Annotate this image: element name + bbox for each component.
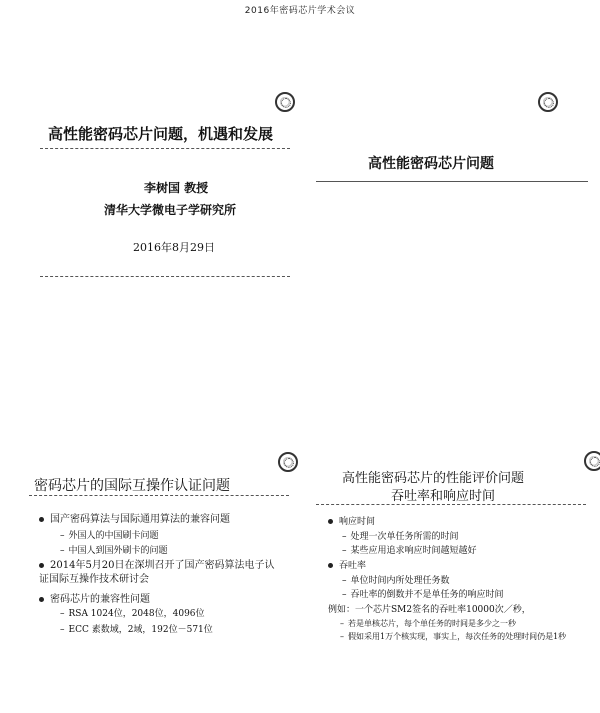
bullet-icon: [39, 517, 44, 522]
slide-4-divider: [316, 504, 586, 505]
slide-1-divider: [40, 148, 290, 149]
author-name: 李树国 教授: [144, 181, 209, 195]
bullet-text: 国产密码算法与国际通用算法的兼容问题: [50, 514, 230, 525]
slide-4-subbullet: – 若是单核芯片，每个单任务的时间是多少之一秒: [340, 619, 516, 628]
slide-1-bottom-divider: [40, 276, 290, 277]
slide-performance-evaluation: [316, 451, 600, 669]
subbullet-text: 处理一次单任务所需的时间: [350, 532, 459, 542]
university-logo: [584, 451, 600, 471]
slide-4-title-line-2: 吞吐率和响应时间: [391, 489, 496, 504]
slide-4-subbullet: – 吞吐率的倒数并不是单任务的响应时间: [342, 590, 504, 600]
slide-4-bullet: [328, 558, 366, 571]
slide-3-divider: [29, 495, 289, 496]
slide-4-bullet: [328, 514, 375, 527]
slide-4-subbullet: – 某些应用追求响应时间越短越好: [342, 546, 477, 556]
slide-3-subbullet: – RSA 1024位，2048位，4096位: [60, 609, 205, 619]
page-header: 2016年密码芯片学术会议: [244, 6, 356, 16]
slide-3-bullet: [39, 559, 279, 587]
slide-4-subbullet: – 单位时间内所处理任务数: [342, 576, 450, 586]
slide-4-subbullet: – 处理一次单任务所需的时间: [342, 532, 459, 542]
bullet-icon: [39, 563, 44, 568]
subbullet-text: ECC 素数域，2域，192位－571位: [68, 625, 213, 635]
slide-3-subbullet: – 外国人的中国刷卡问题: [60, 531, 159, 541]
slide-1-title: 高性能密码芯片问题，机遇和发展: [48, 125, 274, 143]
subbullet-text: 中国人到国外刷卡的问题: [68, 546, 168, 556]
subbullet-text: 单位时间内所处理任务数: [350, 576, 450, 586]
university-logo: [538, 92, 558, 112]
subbullet-text: 若是单核芯片，每个单任务的时间是多少之一秒: [348, 619, 516, 628]
slide-2-title: 高性能密码芯片问题: [368, 156, 494, 172]
bullet-icon: [328, 563, 333, 568]
university-logo: [275, 92, 295, 112]
slide-2-divider: [316, 181, 588, 182]
bullet-icon: [39, 597, 44, 602]
slide-date: 2016年8月29日: [133, 241, 215, 254]
bullet-text: 响应时间: [339, 517, 376, 527]
bullet-text: 2014年5月20日在深圳召开了国产密码算法电子认证国际互操作技术研讨会: [39, 560, 275, 585]
subbullet-text: 吞吐率的倒数并不是单任务的响应时间: [350, 590, 504, 600]
subbullet-text: RSA 1024位，2048位，4096位: [68, 609, 205, 619]
slide-4-title-line-1: 高性能密码芯片的性能评价问题: [342, 471, 525, 486]
bullet-text: 吞吐率: [339, 561, 367, 571]
slide-interoperability: [12, 451, 298, 669]
slide-performance-issue: [316, 78, 600, 296]
slide-3-subbullet: – ECC 素数域，2域，192位－571位: [60, 625, 213, 635]
university-logo: [278, 452, 298, 472]
subbullet-text: 假如采用1万个核实现，事实上，每次任务的处理时间仍是1秒: [348, 632, 567, 641]
author-affiliation: 清华大学微电子学研究所: [104, 203, 237, 217]
subbullet-text: 外国人的中国刷卡问题: [68, 531, 159, 541]
bullet-icon: [328, 519, 333, 524]
slide-3-bullet: [39, 510, 230, 525]
slide-3-bullet: [39, 590, 150, 605]
slide-4-example: 例如：一个芯片SM2签名的吞吐率10000次／秒，: [328, 605, 531, 615]
subbullet-text: 某些应用追求响应时间越短越好: [350, 546, 477, 556]
slide-4-subbullet: – 假如采用1万个核实现，事实上，每次任务的处理时间仍是1秒: [340, 632, 567, 641]
slide-3-subbullet: – 中国人到国外刷卡的问题: [60, 546, 168, 556]
slide-title-page: [12, 78, 298, 296]
bullet-text: 密码芯片的兼容性问题: [50, 594, 150, 605]
slide-3-title: 密码芯片的国际互操作认证问题: [34, 478, 230, 494]
